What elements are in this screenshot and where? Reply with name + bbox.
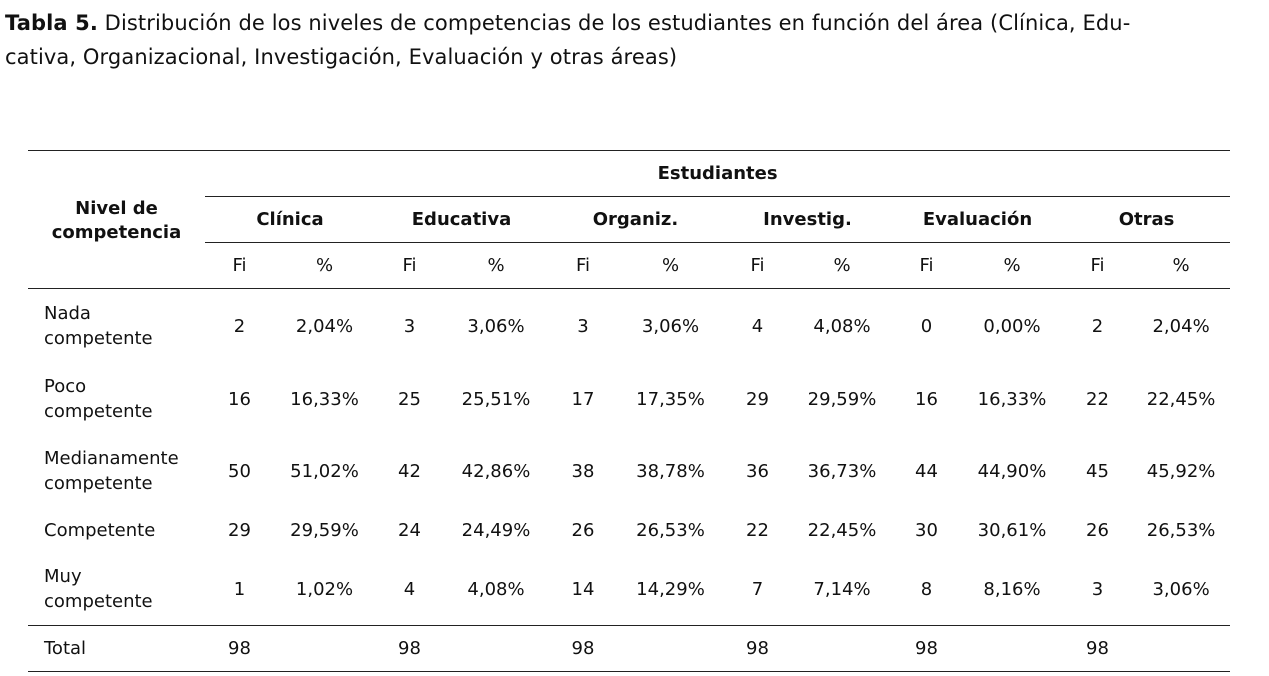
- fi-cell: 3: [577, 315, 589, 337]
- percent-cell: 24,49%: [461, 519, 531, 541]
- caption-line-1: [5, 6, 1250, 40]
- fi-cell: 25: [398, 388, 421, 410]
- fi-cell: 24: [398, 519, 421, 541]
- total-percent-cell: [792, 626, 892, 672]
- fi-cell: 17: [571, 388, 595, 410]
- percent-cell: 8,16%: [983, 578, 1041, 600]
- percent-header: %: [661, 255, 680, 276]
- percent-cell: 16,33%: [977, 388, 1047, 410]
- fi-cell: 38: [571, 460, 595, 482]
- fi-cell: 50: [228, 460, 251, 482]
- total-fi-cell: 98: [571, 638, 595, 659]
- fi-header: Fi: [919, 255, 934, 276]
- percent-cell: 17,35%: [636, 388, 705, 410]
- fi-header: Fi: [575, 255, 591, 276]
- fi-cell: 22: [1086, 388, 1109, 410]
- percent-cell: 45,92%: [1146, 460, 1216, 482]
- row-label-line: competente: [44, 473, 153, 494]
- competency-table: [28, 150, 1230, 672]
- row-label-line: competente: [44, 328, 153, 349]
- total-percent-cell: [444, 626, 548, 672]
- percent-header: %: [833, 255, 851, 276]
- fi-cell: 2: [1091, 315, 1104, 337]
- fi-cell: 8: [920, 578, 933, 600]
- fi-cell: 22: [746, 519, 769, 541]
- fi-header: Fi: [402, 255, 417, 276]
- percent-header: %: [487, 255, 505, 276]
- percent-header: %: [1003, 255, 1021, 276]
- percent-cell: 14,29%: [636, 578, 705, 600]
- row-label: [28, 289, 205, 364]
- percent-cell: 3,06%: [641, 315, 700, 337]
- fi-cell: 7: [751, 578, 764, 600]
- area-header: Educativa: [411, 209, 512, 230]
- percent-header: %: [1172, 255, 1190, 276]
- percent-cell: 26,53%: [1146, 519, 1216, 541]
- fi-cell: 36: [746, 460, 769, 482]
- fi-cell: 42: [398, 460, 421, 482]
- table-row: [28, 435, 1230, 507]
- fi-header: Fi: [750, 255, 765, 276]
- row-label-line: competente: [44, 591, 153, 612]
- row-label-line: Poco: [44, 376, 87, 397]
- table-row: [28, 363, 1230, 435]
- row-label: [28, 553, 205, 626]
- row-label: [28, 435, 205, 507]
- total-fi-cell: 98: [746, 638, 769, 659]
- percent-cell: 3,06%: [467, 315, 525, 337]
- fi-cell: 16: [915, 388, 938, 410]
- row-label-line: Nada: [44, 303, 91, 324]
- row-header: Nivel de competencia: [28, 151, 205, 289]
- fi-cell: 0: [920, 315, 933, 337]
- table-caption: [5, 6, 1250, 74]
- row-label-line: Muy: [44, 566, 82, 587]
- percent-header: %: [315, 255, 334, 276]
- fi-cell: 29: [228, 519, 251, 541]
- fi-cell: 1: [233, 578, 246, 600]
- percent-cell: 22,45%: [807, 519, 877, 541]
- area-header: Investig.: [763, 209, 852, 230]
- total-fi-cell: 98: [398, 638, 421, 659]
- percent-cell: 4,08%: [813, 315, 871, 337]
- percent-cell: 29,59%: [807, 388, 877, 410]
- percent-cell: 42,86%: [461, 460, 531, 482]
- fi-cell: 26: [1086, 519, 1109, 541]
- percent-cell: 22,45%: [1146, 388, 1216, 410]
- table-row: [28, 553, 1230, 626]
- percent-cell: 44,90%: [977, 460, 1047, 482]
- total-percent-cell: [618, 626, 723, 672]
- total-fi-cell: 98: [1086, 638, 1109, 659]
- percent-cell: 30,61%: [977, 519, 1047, 541]
- caption-text-1: Distribución de los niveles de competencias de los estudiantes en función del área (Clínica, Edu-: [104, 11, 1131, 35]
- fi-cell: 4: [403, 578, 416, 600]
- caption-label: Tabla 5.: [5, 11, 98, 35]
- percent-cell: 38,78%: [636, 460, 705, 482]
- caption-text-2: cativa, Organizacional, Investigación, Evaluación y otras áreas): [5, 45, 678, 69]
- fi-header: Fi: [1090, 255, 1105, 276]
- total-fi-cell: 98: [228, 638, 251, 659]
- total-row: [28, 626, 1230, 672]
- total-percent-cell: [1132, 626, 1230, 672]
- row-label-line: Medianamente: [44, 448, 179, 469]
- row-label-line: competente: [44, 401, 153, 422]
- percent-cell: 36,73%: [807, 460, 877, 482]
- percent-cell: 2,04%: [1152, 315, 1210, 337]
- fi-cell: 16: [228, 388, 251, 410]
- total-label: Total: [44, 638, 87, 659]
- fi-cell: 3: [403, 315, 416, 337]
- group-header: Estudiantes: [205, 151, 1230, 197]
- percent-cell: 51,02%: [290, 460, 359, 482]
- fi-cell: 4: [751, 315, 764, 337]
- percent-cell: 16,33%: [290, 388, 359, 410]
- fi-cell: 29: [746, 388, 769, 410]
- percent-cell: 4,08%: [467, 578, 525, 600]
- fi-cell: 44: [915, 460, 938, 482]
- fi-cell: 14: [571, 578, 595, 600]
- table-row: [28, 289, 1230, 364]
- percent-cell: 29,59%: [290, 519, 359, 541]
- area-header: Evaluación: [922, 209, 1033, 230]
- row-label-line: Competente: [44, 519, 156, 541]
- row-label: [28, 507, 205, 553]
- percent-cell: 26,53%: [636, 519, 705, 541]
- total-percent-cell: [961, 626, 1063, 672]
- fi-cell: 2: [233, 315, 246, 337]
- percent-cell: 0,00%: [983, 315, 1041, 337]
- fi-header: Fi: [232, 255, 247, 276]
- percent-cell: 7,14%: [813, 578, 871, 600]
- percent-cell: 2,04%: [295, 315, 354, 337]
- table-row: [28, 507, 1230, 553]
- row-label: [28, 363, 205, 435]
- fi-cell: 45: [1086, 460, 1109, 482]
- area-header: Clínica: [256, 209, 324, 230]
- total-fi-cell: 98: [915, 638, 938, 659]
- percent-cell: 1,02%: [295, 578, 354, 600]
- percent-cell: 25,51%: [461, 388, 531, 410]
- area-header: Otras: [1118, 209, 1175, 230]
- percent-cell: 3,06%: [1152, 578, 1210, 600]
- total-percent-cell: [274, 626, 375, 672]
- area-header: Organiz.: [592, 209, 679, 230]
- fi-cell: 3: [1091, 578, 1104, 600]
- fi-cell: 30: [915, 519, 938, 541]
- fi-cell: 26: [571, 519, 595, 541]
